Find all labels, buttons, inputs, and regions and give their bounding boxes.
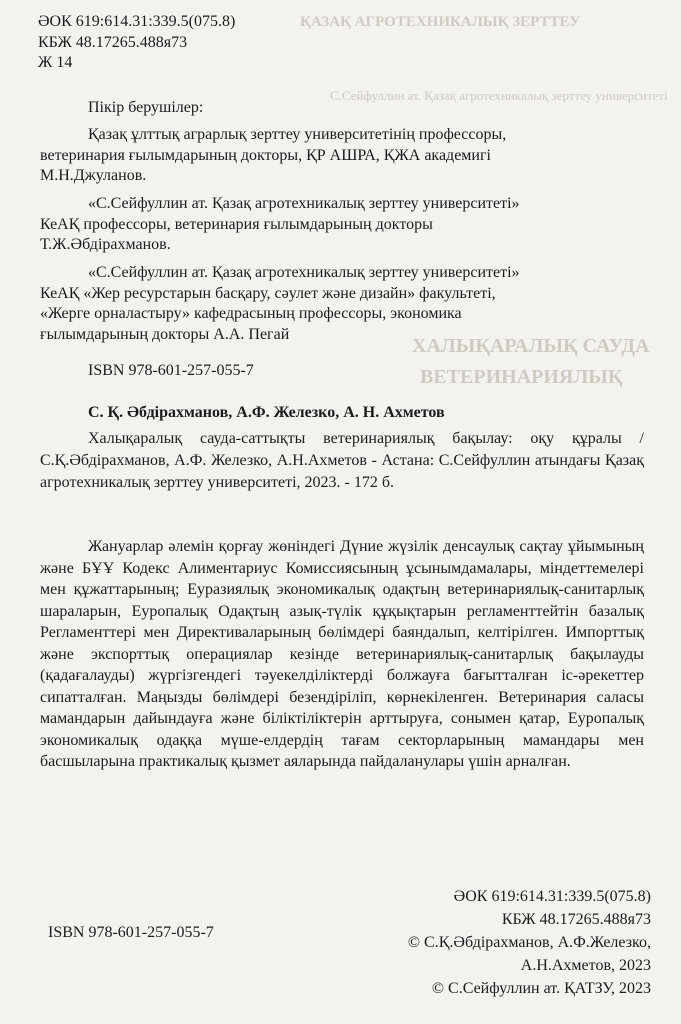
bleed-through-text: ХАЛЫҚАРАЛЫҚ САУДА [412,335,650,357]
abstract-paragraph: Жануарлар әлемін қорғау жөніндегі Дүние жүзілік денсаулық сақтау ұйымының және БҰҰ Кодекс Алиментариус Комиссиясының ұсынымдамалары, міндеттемелері мен құжаттарының; Еуразиялық экономикалық одақтың ветеринариялық-санитарлық шараларын, Еуропалық Одақтың азық-түлік құқықтарын регламенттейтін базалық Регламенттері мен Директиваларының бөлімдері баяндалып, келтірілген. Импорттық және экспорттық операциялар кезінде ветеринариялық-санитарлық бақылауды (қадағалауды) жүргізгендегі тәуекелділіктерді болжауға бағытталған іс-әрекеттер сипатталған. Маңызды бөлімдері безендіріліп, көрнекіленген. Ветеринария саласы мамандарын дайындауға және біліктіліктерін арттыруға, сонымен қатар, Еуропалық экономикалық одаққа мүше-елдердің тағам секторларының мамандары мен басшыларына практикалық қызмет аяларында пайдаланулары үшін арналған. [40,538,644,770]
author-mark: Ж 14 [38,54,73,71]
authors-line: С. Қ. Әбдірахманов, А.Ф. Железко, А. Н. Ахметов [88,404,445,421]
lbc-code-bottom: КБЖ 48.17265.488я73 [501,911,651,928]
reviewer-text: М.Н.Джуланов. [40,167,147,184]
reviewer-text: «С.Сейфуллин ат. Қазақ агротехникалық зерттеу университеті» [88,195,520,212]
bleed-through-text: С.Сейфуллин ат. Қазақ агротехникалық зерттеу университеті [330,88,668,103]
reviewer-text: Қазақ ұлттық аграрлық зерттеу университетінің профессоры, [88,126,507,143]
copyright-authors: © С.Қ.Әбдірахманов, А.Ф.Железко, [407,934,651,951]
reviewer-text: «Жерге орналастыру» кафедрасының профессоры, экономика [40,305,462,322]
reviewer-text: ғылымдарының докторы А.А. Пегай [40,325,290,343]
reviewer-text: ветеринария ғылымдарының докторы, ҚР АШРА, ҚЖА академигі [40,146,491,164]
copyright-publisher: © С.Сейфуллин ат. ҚАТЗУ, 2023 [431,980,651,997]
isbn-top: ISBN 978-601-257-055-7 [88,362,254,379]
imprint-block [408,885,651,1000]
isbn-bottom: ISBN 978-601-257-055-7 [48,924,214,941]
classification-header [38,12,235,74]
reviewer-text: «С.Сейфуллин ат. Қазақ агротехникалық зерттеу университеті» [88,264,520,281]
lbc-code: КБЖ 48.17265.488я73 [38,33,188,51]
bleed-through-text: ВЕТЕРИНАРИЯЛЫҚ [420,366,623,388]
reviewer-2 [40,194,640,256]
reviewer-text: Т.Ж.Әбдірахманов. [40,236,171,253]
bibliographic-citation: Халықаралық сауда-саттықты ветеринариялық бақылау: оқу құралы / С.Қ.Әбдірахманов, А.Ф. Железко, А.Н.Ахметов - Астана: С.Сейфуллин атындағы Қазақ агротехникалық зерттеу университеті, 2023. - 172 б. [40,430,644,491]
reviewer-text: КеАҚ «Жер ресурстарын басқару, сәулет және дизайн» факультеті, [40,284,496,302]
udc-code: ӘОК 619:614.31:339.5(075.8) [38,13,236,30]
bleed-through-text: ҚАЗАҚ АГРОТЕХНИКАЛЫҚ ЗЕРТТЕУ [300,14,581,30]
udc-code-bottom: ӘОК 619:614.31:339.5(075.8) [453,888,651,905]
reviewer-3 [40,263,640,345]
reviewer-text: КеАҚ профессоры, ветеринария ғылымдарының докторы [40,215,433,233]
reviewer-1 [40,125,640,187]
copyright-authors-cont: А.Н.Ахметов, 2023 [520,957,651,974]
reviewers-heading: Пікір берушілер: [88,99,204,116]
